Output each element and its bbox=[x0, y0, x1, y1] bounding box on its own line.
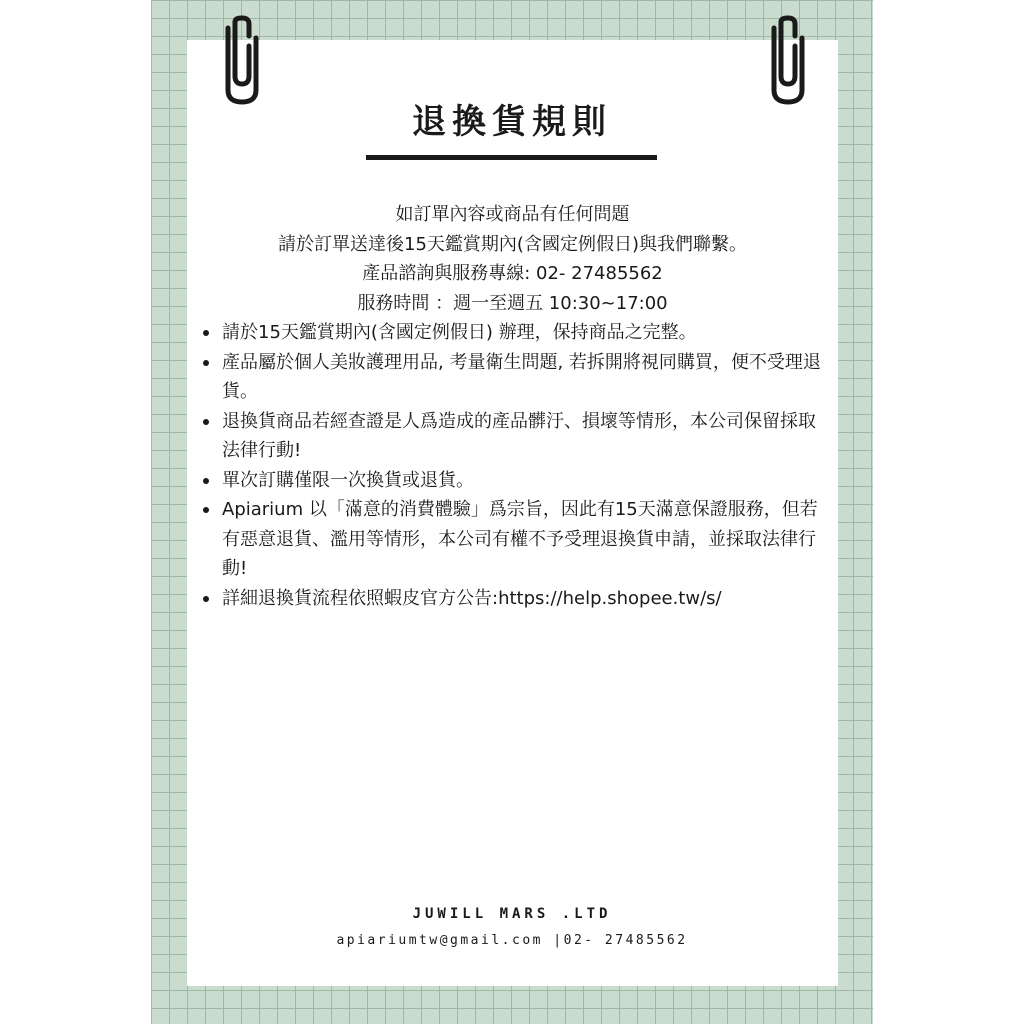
bullet-icon bbox=[203, 360, 209, 366]
rule-text: 產品屬於個人美妝護理用品, 考量衛生問題, 若拆開將視同購買，便不受理退貨。 bbox=[222, 351, 821, 402]
intro-line: 請於訂單送達後15天鑑賞期內(含國定例假日)與我們聯繫。 bbox=[278, 233, 747, 255]
bullet-icon bbox=[203, 507, 209, 513]
paperclip-icon bbox=[218, 14, 266, 106]
list-item bbox=[198, 318, 828, 348]
list-item bbox=[198, 407, 828, 466]
intro-line: 產品諮詢與服務專線: 02- 27485562 bbox=[362, 263, 663, 284]
bullet-icon bbox=[203, 419, 209, 425]
rule-text: 單次訂購僅限一次換貨或退貨。 bbox=[222, 469, 474, 491]
list-item bbox=[198, 466, 828, 496]
rule-text: 詳細退換貨流程依照蝦皮官方公告:https://help.shopee.tw/s/ bbox=[222, 587, 722, 609]
list-item bbox=[198, 495, 828, 584]
bullet-icon bbox=[203, 330, 209, 336]
list-item bbox=[198, 584, 828, 614]
paperclip-icon bbox=[764, 14, 812, 106]
rules-list bbox=[198, 318, 828, 613]
bullet-icon bbox=[203, 478, 209, 484]
intro-line: 如訂單內容或商品有任何問題 bbox=[395, 204, 630, 225]
page-title: 退換貨規則 bbox=[412, 102, 612, 142]
intro-line: 服務時間 ：週一至週五 10:30~17:00 bbox=[357, 292, 668, 314]
rule-text: Apiarium 以「滿意的消費體驗」爲宗旨，因此有15天滿意保證服務，但若有惡意退貨、濫用等情形，本公司有權不予受理退換貨申請，並採取法律行動! bbox=[222, 499, 818, 579]
intro-block bbox=[187, 200, 838, 318]
rule-text: 請於15天鑑賞期內(含國定例假日) 辦理，保持商品之完整。 bbox=[222, 322, 697, 343]
list-item bbox=[198, 348, 828, 407]
company-name: JUWILL MARS .LTD bbox=[412, 906, 612, 922]
rule-text: 退換貨商品若經查證是人爲造成的產品髒汙、損壞等情形，本公司保留採取法律行動! bbox=[222, 410, 816, 461]
contact-info: apiariumtw@gmail.com |02- 27485562 bbox=[336, 933, 688, 948]
bullet-icon bbox=[203, 596, 209, 602]
title-underline bbox=[366, 155, 657, 160]
